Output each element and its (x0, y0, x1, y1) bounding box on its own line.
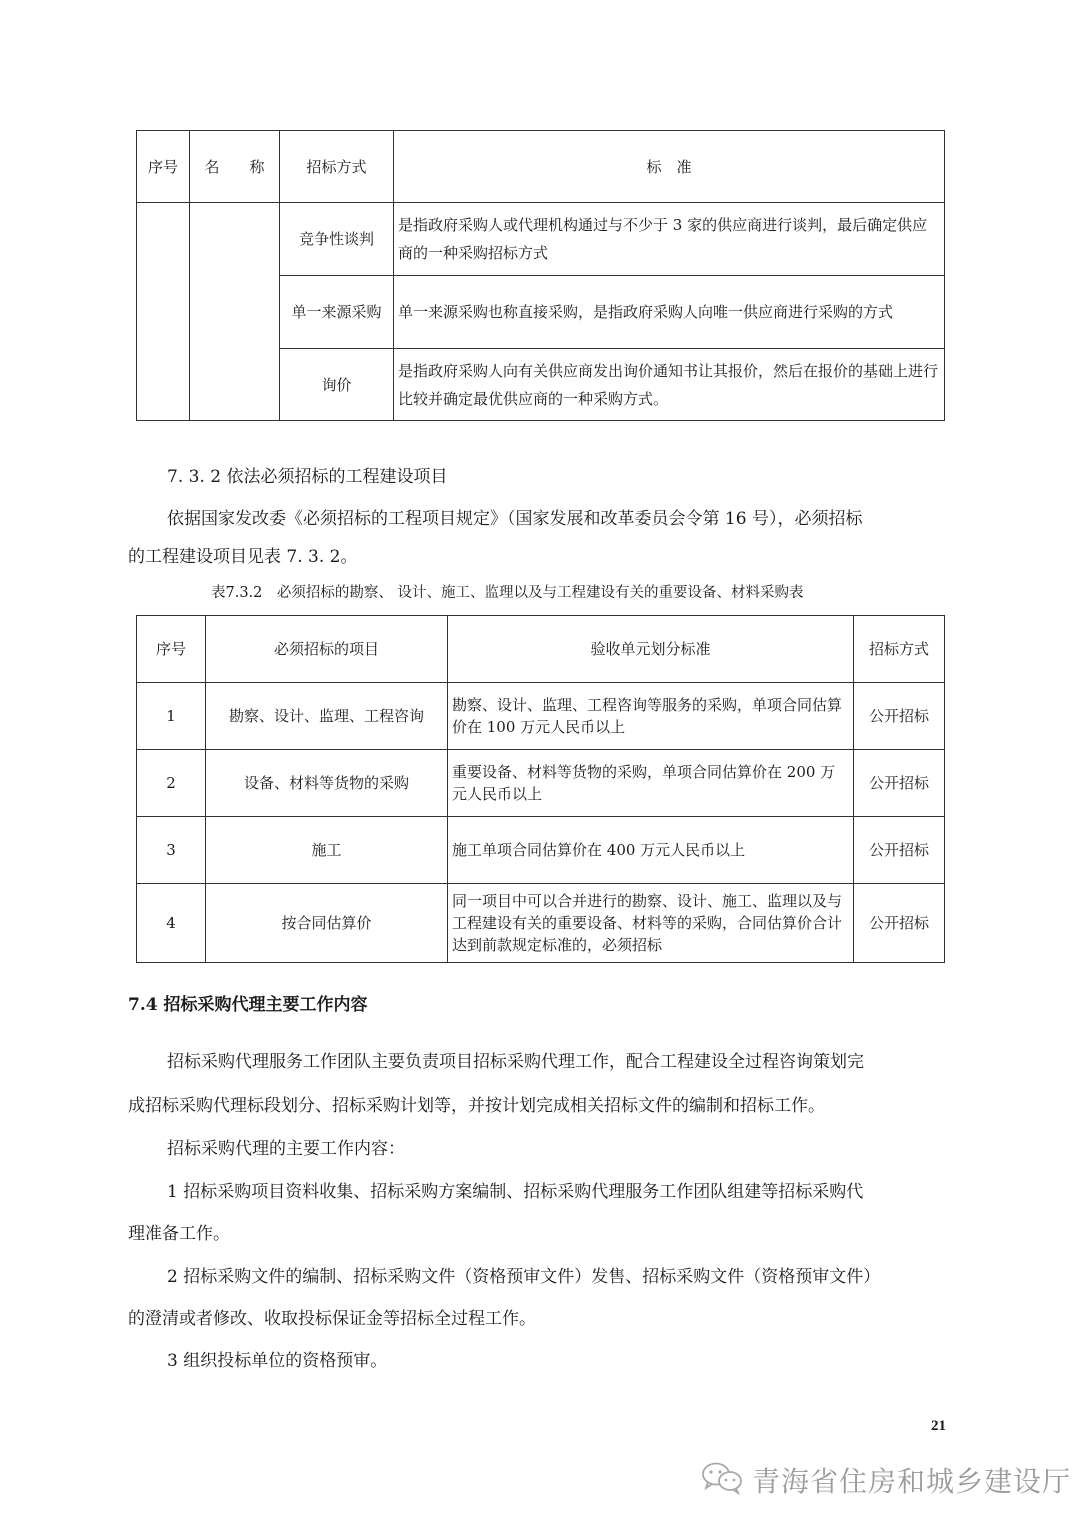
procurement-methods-table (136, 130, 945, 421)
table-row (137, 884, 945, 963)
watermark (700, 1460, 1071, 1500)
cell-standard: 重要设备、材料等货物的采购，单项合同估算价在 200 万元人民币以上 (448, 750, 854, 817)
cell-standard: 同一项目中可以合并进行的勘察、设计、施工、监理以及与工程建设有关的重要设备、材料等的采购，合同估算价合计达到前款规定标准的，必须招标 (448, 884, 854, 963)
cell-method: 公开招标 (854, 884, 945, 963)
header-name: 名 称 (190, 131, 280, 203)
cell-item: 设备、材料等货物的采购 (206, 750, 448, 817)
header-standard: 标 准 (394, 131, 945, 203)
list-item-1: 1 招标采购项目资料收集、招标采购方案编制、招标采购代理服务工作团队组建等招标采购代 (167, 1182, 864, 1202)
header-no: 序号 (137, 616, 206, 683)
wechat-icon (700, 1461, 744, 1499)
cell-standard: 是指政府采购人向有关供应商发出询价通知书让其报价，然后在报价的基础上进行比较并确定最优供应商的一种采购方式。 (394, 349, 945, 421)
table-row (137, 750, 945, 817)
cell-no: 4 (137, 884, 206, 963)
cell-standard: 是指政府采购人或代理机构通过与不少于 3 家的供应商进行谈判，最后确定供应商的一种采购招标方式 (394, 203, 945, 276)
list-item-2: 2 招标采购文件的编制、招标采购文件（资格预审文件）发售、招标采购文件（资格预审文件） (167, 1267, 881, 1287)
header-method: 招标方式 (280, 131, 394, 203)
section-heading-7-4: 7.4 招标采购代理主要工作内容 (128, 995, 368, 1015)
cell-method: 询价 (280, 349, 394, 421)
list-item-3: 3 组织投标单位的资格预审。 (167, 1351, 388, 1371)
cell-item: 勘察、设计、监理、工程咨询 (206, 683, 448, 750)
table-row (137, 817, 945, 884)
header-no: 序号 (137, 131, 190, 203)
table-caption: 表7.3.2 必须招标的勘察、 设计、施工、监理以及与工程建设有关的重要设备、材料采购表 (211, 585, 804, 601)
header-item: 必须招标的项目 (206, 616, 448, 683)
cell-item: 按合同估算价 (206, 884, 448, 963)
mandatory-bidding-table (136, 615, 945, 963)
paragraph-line: 的工程建设项目见表 7. 3. 2。 (128, 547, 358, 567)
cell-method: 竞争性谈判 (280, 203, 394, 276)
table-row (137, 203, 945, 276)
cell-no: 3 (137, 817, 206, 884)
cell-method: 单一来源采购 (280, 276, 394, 349)
cell-method: 公开招标 (854, 750, 945, 817)
cell-standard: 勘察、设计、监理、工程咨询等服务的采购，单项合同估算价在 100 万元人民币以上 (448, 683, 854, 750)
cell-standard: 单一来源采购也称直接采购，是指政府采购人向唯一供应商进行采购的方式 (394, 276, 945, 349)
table-header-row (137, 616, 945, 683)
list-item-1-cont: 理准备工作。 (128, 1224, 230, 1244)
cell-no: 2 (137, 750, 206, 817)
cell-method: 公开招标 (854, 817, 945, 884)
paragraph-line: 依据国家发改委《必须招标的工程项目规定》（国家发展和改革委员会令第 16 号），必须招标 (167, 509, 863, 529)
cell-method: 公开招标 (854, 683, 945, 750)
cell-name-merged (190, 203, 280, 421)
paragraph-line: 招标采购代理的主要工作内容： (167, 1139, 405, 1159)
list-item-2-cont: 的澄清或者修改、收取投标保证金等招标全过程工作。 (128, 1309, 536, 1329)
cell-standard: 施工单项合同估算价在 400 万元人民币以上 (448, 817, 854, 884)
section-heading-7-3-2: 7. 3. 2 依法必须招标的工程建设项目 (167, 467, 448, 487)
cell-no: 1 (137, 683, 206, 750)
page-number: 21 (931, 1418, 946, 1434)
header-method: 招标方式 (854, 616, 945, 683)
table-row (137, 683, 945, 750)
table-header-row (137, 131, 945, 203)
paragraph-line: 招标采购代理服务工作团队主要负责项目招标采购代理工作，配合工程建设全过程咨询策划完 (167, 1052, 864, 1072)
cell-no-merged (137, 203, 190, 421)
paragraph-line: 成招标采购代理标段划分、招标采购计划等，并按计划完成相关招标文件的编制和招标工作。 (128, 1096, 825, 1116)
cell-item: 施工 (206, 817, 448, 884)
header-standard: 验收单元划分标准 (448, 616, 854, 683)
watermark-text: 青海省住房和城乡建设厅 (752, 1465, 1072, 1498)
